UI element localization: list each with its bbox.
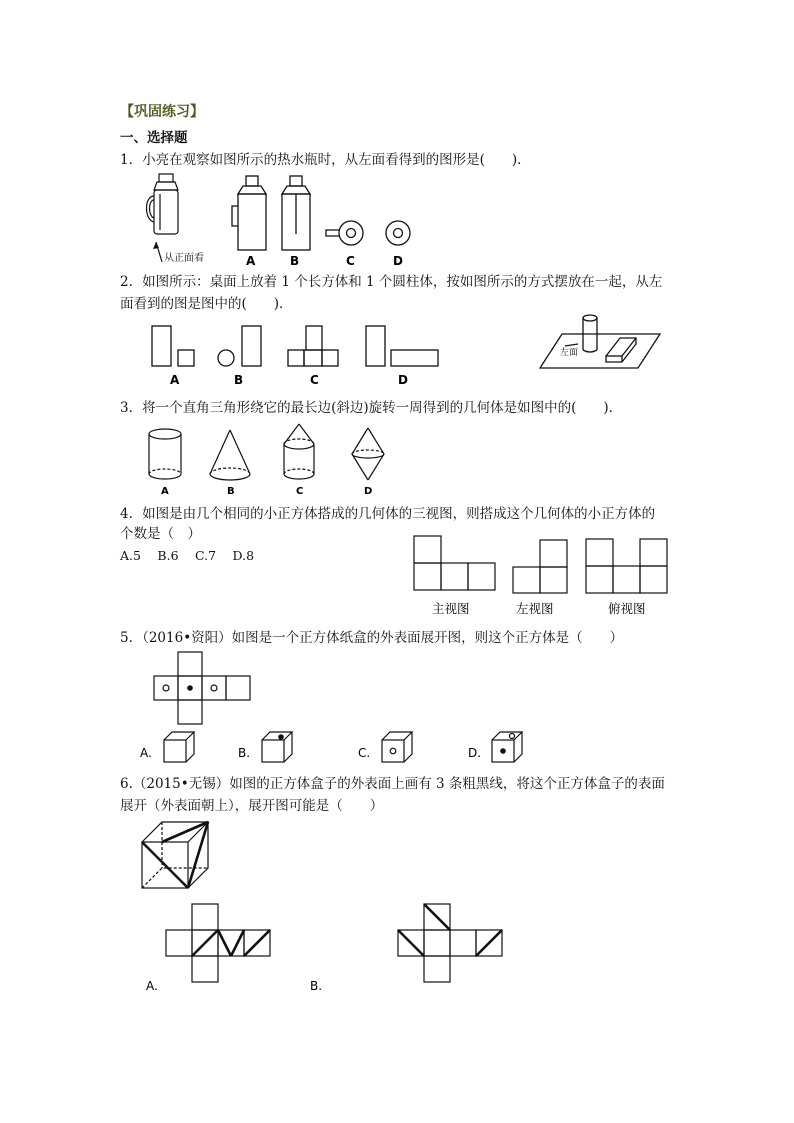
q4-front-view-shape [414, 536, 495, 590]
q4-left-view-shape [513, 540, 567, 593]
q1-text: 1．小亮在观察如图所示的热水瓶时，从左面看得到的图形是( )． [120, 152, 531, 168]
q5-text: 5．（2016•资阳）如图是一个正方体纸盒的外表面展开图，则这个正方体是（ ） [120, 630, 624, 646]
q2-line1: 2．如图所示：桌面上放着 1 个长方体和 1 个圆柱体，按如图所示的方式摆放在一起，从左 [120, 274, 663, 290]
q4-view-label-front: 主视图 [432, 601, 470, 616]
q3-label-d: D [364, 486, 373, 497]
q3-text: 3．将一个直角三角形绕它的最长边(斜边)旋转一周得到的几何体是如图中的( )． [120, 400, 623, 416]
q4-options: A.5 B.6 C.7 D.8 [120, 548, 255, 563]
q4-top-view-shape [586, 539, 667, 593]
q1-option-c-shape [326, 221, 363, 245]
q1-label-b: B [290, 254, 300, 268]
q5-option-d-shape [492, 732, 522, 762]
q5-option-b-shape [262, 732, 292, 762]
q3-figure [140, 422, 400, 498]
q4-figure [412, 536, 672, 620]
q1-label-c: C [346, 254, 355, 268]
q6-net-b-shape [398, 904, 502, 982]
q4-view-label-top: 俯视图 [608, 601, 646, 616]
part-title: 一、选择题 [120, 130, 188, 146]
q4-line2: 个数是（ ） [120, 526, 201, 542]
q6-line2: 展开（外表面朝上），展开图可能是（ ） [120, 798, 384, 814]
q2-scene-picture [540, 315, 660, 368]
q6-label-b: B. [310, 979, 323, 993]
thermos-picture [147, 174, 179, 234]
q3-label-a: A [161, 486, 169, 497]
q5-figure [140, 652, 560, 772]
dot-icon [500, 748, 506, 754]
q1-label-a: A [246, 254, 256, 268]
dot-icon [278, 734, 284, 740]
q3-cone-cylinder-shape [284, 424, 314, 479]
q6-line1: 6.（2015•无锡）如图的正方体盒子的外表面上画有 3 条粗黑线，将这个正方体盒子的表面 [120, 776, 665, 792]
q6-net-a-shape [166, 904, 270, 982]
q5-label-b: B. [238, 746, 251, 760]
q1-option-d-shape [386, 221, 410, 245]
q1-caption: 从正面看 [164, 253, 204, 264]
q2-option-b-shape [218, 326, 261, 366]
q2-option-c-shape [288, 326, 338, 366]
q2-label-c: C [310, 373, 319, 387]
q1-label-d: D [393, 254, 403, 268]
q2-option-d-shape [366, 326, 438, 366]
arrow-head-icon [153, 242, 159, 249]
q1-option-b-shape [282, 176, 310, 250]
q5-label-d: D. [468, 746, 482, 760]
q6-figure [140, 820, 520, 1000]
q2-scene-label: 左面 [560, 348, 579, 358]
q2-figure [140, 318, 680, 390]
q5-option-c-shape [382, 732, 412, 762]
q5-net-shape [154, 652, 250, 724]
q2-option-a-shape [152, 326, 194, 366]
q1-figure [140, 172, 440, 268]
q3-cone-shape [210, 430, 250, 480]
q5-label-a: A. [140, 746, 152, 760]
q3-double-cone-shape [352, 428, 384, 480]
q2-label-d: D [398, 373, 408, 387]
section-title: 【巩固练习】 [120, 104, 204, 120]
q3-label-c: C [296, 486, 304, 497]
q6-label-a: A. [146, 979, 158, 993]
q2-label-a: A [170, 373, 180, 387]
q1-option-a-shape [232, 176, 266, 250]
q3-label-b: B [227, 486, 235, 497]
q3-cylinder-shape [149, 429, 181, 479]
q5-label-c: C. [358, 746, 371, 760]
dot-icon [187, 685, 193, 691]
q4-line1: 4．如图是由几个相同的小正方体搭成的几何体的三视图，则搭成这个几何体的小正方体的 [120, 506, 656, 522]
q4-view-label-left: 左视图 [516, 601, 554, 616]
q2-label-b: B [234, 373, 244, 387]
q6-net-a-thick-lines [192, 930, 270, 956]
q2-line2: 面看到的图是图中的( )． [120, 296, 293, 312]
q5-option-a-shape [164, 732, 194, 762]
